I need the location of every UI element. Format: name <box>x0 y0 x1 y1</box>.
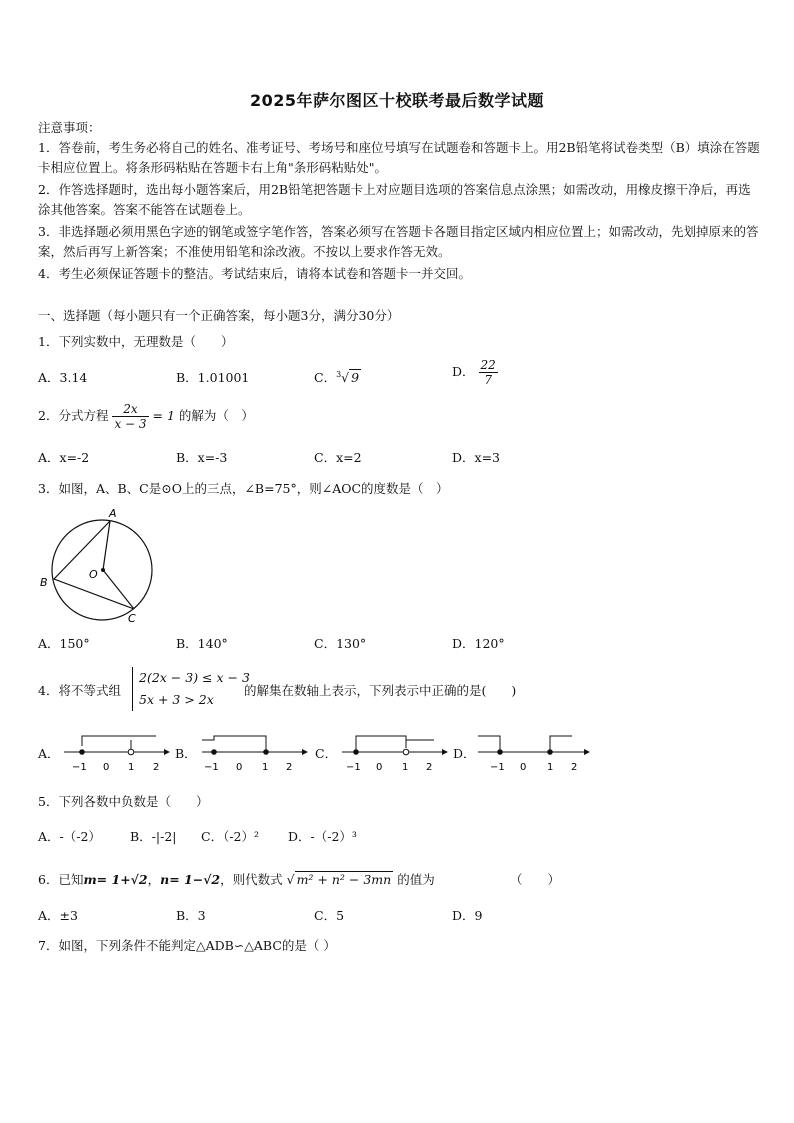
fraction-numerator: 2x <box>112 402 148 417</box>
question-3-stem: 3．如图，A、B、C是⊙O上的三点，∠B=75°，则∠AOC的度数是（ ） <box>38 481 449 496</box>
m-definition: m= 1+√2 <box>83 872 148 887</box>
chord-abc <box>54 521 134 609</box>
circle-diagram <box>36 504 166 628</box>
fraction-denominator: x − 3 <box>114 417 147 431</box>
option-b: B．-|-2| <box>130 829 177 844</box>
option-c: C．（-2）² <box>201 829 260 844</box>
tick-label: 2 <box>286 762 293 773</box>
page-title: 2025年萨尔图区十校联考最后数学试题 <box>249 91 545 110</box>
closed-point <box>211 749 217 755</box>
note-4: 4．考生必须保证答题卡的整洁。考试结束后，请将本试卷和答题卡一并交回。 <box>38 266 471 281</box>
arrow <box>584 749 590 755</box>
question-2-stem <box>38 402 254 431</box>
tick-label: 0 <box>520 762 527 773</box>
number-line-a <box>60 730 172 774</box>
note-3: 3．非选择题必须用黑色字迹的钢笔或签字笔作答，答案必须写在答题卡各题目指定区域内相应位置上；如需改动，先划掉原来的答案，然后再写上新答案；不准使用铅笔和涂改液。不按以上要求作答无效。 <box>38 224 759 259</box>
question-1-stem: 1．下列实数中，无理数是（ ） <box>38 334 234 349</box>
label-c: C <box>128 612 136 625</box>
tick-label: 1 <box>402 762 409 773</box>
question-7-stem: 7．如图，下列条件不能判定△ADB∽△ABC的是（ ） <box>38 938 336 953</box>
option-d <box>452 358 498 387</box>
open-point <box>128 749 134 755</box>
tick-label: −1 <box>346 762 361 773</box>
option-b: B．1.01001 <box>176 370 250 385</box>
radicand: m² + n² − 3mn <box>296 872 392 887</box>
tick-label: 1 <box>128 762 135 773</box>
option-b: B．x=-3 <box>176 450 228 465</box>
section-heading: 一、选择题（每小题只有一个正确答案，每小题3分，满分30分） <box>38 308 400 323</box>
notes-heading: 注意事项： <box>38 120 101 135</box>
radicand: 9 <box>351 370 360 385</box>
question-3-options <box>38 634 738 654</box>
option-a: A．-（-2） <box>38 829 101 844</box>
label-o: O <box>89 568 98 581</box>
fraction-numerator: 22 <box>480 358 496 372</box>
question-6-options <box>38 906 738 926</box>
question-6-pre: 6．已知 <box>38 872 84 887</box>
closed-point <box>353 749 359 755</box>
option-d: D． <box>453 746 476 761</box>
arrow <box>302 749 308 755</box>
tick-label: 0 <box>376 762 383 773</box>
option-a: A．3.14 <box>38 370 88 385</box>
tick-label: −1 <box>204 762 219 773</box>
question-5-options <box>38 827 738 847</box>
option-a: A．x=-2 <box>38 450 90 465</box>
tick-label: 1 <box>262 762 269 773</box>
option-d: D．9 <box>452 908 483 923</box>
option-c: C．x=2 <box>314 450 362 465</box>
question-1-options <box>38 358 738 388</box>
number-line-d <box>474 730 594 774</box>
inequality-1: 2(2x − 3) ≤ x − 3 <box>139 670 250 685</box>
tick-label: −1 <box>72 762 87 773</box>
center-point <box>101 568 105 572</box>
option-c: C．5 <box>314 908 345 923</box>
option-d-label: D． <box>452 364 475 379</box>
option-b: B． <box>175 746 197 761</box>
tick-label: 0 <box>236 762 243 773</box>
note-1: 1．答卷前，考生务必将自己的姓名、准考证号、考场号和座位号填写在试题卷和答题卡上。用2B铅笔将试卷类型（B）填涂在答题卡相应位置上。将条形码粘贴在答题卡右上角"条形码粘贴处"。 <box>38 140 760 175</box>
question-4-post: 的解集在数轴上表示，下列表示中正确的是( ) <box>244 683 517 698</box>
radical-index: 3 <box>336 369 342 379</box>
tick-label: 0 <box>103 762 110 773</box>
note-2: 2．作答选择题时，选出每小题答案后，用2B铅笔把答题卡上对应题目选项的答案信息点涂黑；如需改动，用橡皮擦干净后，再选涂其他答案。答案不能答在试题卷上。 <box>38 182 751 217</box>
equation-rhs: = 1 <box>152 408 175 423</box>
option-c: C．$^3$√ 9 <box>314 369 360 385</box>
option-d: D．120° <box>452 636 505 651</box>
radius-aoc <box>103 521 134 609</box>
question-5-stem: 5．下列各数中负数是（ ） <box>38 794 209 809</box>
option-c: C．130° <box>314 636 367 651</box>
number-line-b <box>198 730 310 774</box>
tick-label: 1 <box>547 762 554 773</box>
option-b: B．3 <box>176 908 206 923</box>
closed-point <box>547 749 553 755</box>
question-6-mid: ，则代数式 <box>220 872 283 887</box>
tick-label: 2 <box>153 762 160 773</box>
tick-label: 2 <box>571 762 578 773</box>
label-a: A <box>109 507 117 520</box>
option-a: A．150° <box>38 636 90 651</box>
n-definition: n= 1−√2 <box>160 872 221 887</box>
question-2-options <box>38 448 738 468</box>
number-line-c <box>338 730 450 774</box>
fraction-denominator: 7 <box>484 373 492 387</box>
option-a: A． <box>38 746 60 761</box>
inequality-system <box>132 667 250 711</box>
inequality-2: 5x + 3 > 2x <box>139 692 214 707</box>
question-6-post: 的值为 <box>397 872 435 887</box>
solution-ray <box>82 736 156 746</box>
label-b: B <box>40 576 48 589</box>
arrow <box>442 749 448 755</box>
left-ray <box>478 736 500 752</box>
arrow <box>164 749 170 755</box>
solution-segment <box>356 736 406 752</box>
option-a: A．±3 <box>38 908 78 923</box>
closed-point <box>497 749 503 755</box>
fraction <box>479 358 498 387</box>
tick-label: 2 <box>426 762 433 773</box>
option-d: D．x=3 <box>452 450 500 465</box>
closed-point <box>263 749 269 755</box>
solution-segment <box>202 736 266 752</box>
option-d: D．-（-2）³ <box>288 829 357 844</box>
open-point <box>403 749 409 755</box>
question-4-pre: 4．将不等式组 <box>38 683 121 698</box>
option-b: B．140° <box>176 636 228 651</box>
question-2-post: 的解为（ ） <box>178 408 254 423</box>
option-c: C． <box>315 746 338 761</box>
right-ray <box>550 736 572 752</box>
question-6-stem: 6．已知m= 1+√2，n= 1−√2，则代数式 √ m² + n² − 3mn 的值为 <box>38 872 435 887</box>
fraction <box>112 402 148 431</box>
question-2-pre: 2．分式方程 <box>38 408 109 423</box>
option-c-label: C． <box>314 370 337 385</box>
answer-paren: （ ） <box>510 872 561 887</box>
tick-label: −1 <box>490 762 505 773</box>
closed-point <box>79 749 85 755</box>
